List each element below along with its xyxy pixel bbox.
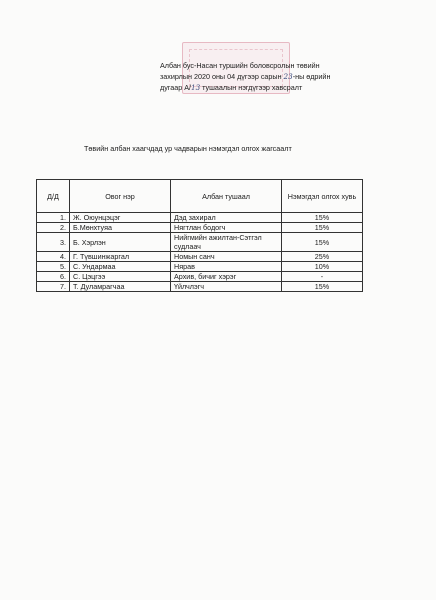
row-name: Т. Дуламрагчаа — [70, 282, 171, 292]
table-row — [37, 223, 363, 233]
table-header-row — [37, 180, 363, 213]
row-position: Үйлчлэгч — [171, 282, 282, 292]
row-percent: 10% — [282, 262, 363, 272]
row-percent: 15% — [282, 282, 363, 292]
row-num: 4. — [37, 252, 70, 262]
row-position: Нярав — [171, 262, 282, 272]
row-num: 6. — [37, 272, 70, 282]
row-percent: 15% — [282, 223, 363, 233]
list-title: Төвийн албан хаагчдад ур чадварын нэмэгдэл олгох жагсаалт — [84, 144, 292, 153]
header-line-2-start: захирлын 2020 оны 04 дүгээр сарын — [160, 72, 284, 81]
header-position: Албан тушаал — [171, 180, 282, 213]
header-line-1: Албан бус-Насан туршийн боловсролын төвийн — [160, 61, 320, 70]
row-num: 1. — [37, 213, 70, 223]
appendix-header — [160, 60, 390, 93]
row-name: Б. Хэрлэн — [70, 233, 171, 252]
header-percent: Нэмэгдэл олгох хувь — [282, 180, 363, 213]
header-line-3 — [160, 82, 390, 93]
row-position: Номын санч — [171, 252, 282, 262]
row-name: Ж. Оюунцэцэг — [70, 213, 171, 223]
row-position: Нягтлан бодогч — [171, 223, 282, 233]
row-position: Архив, бичиг хэрэг — [171, 272, 282, 282]
handwritten-order-number: 13 — [191, 83, 201, 92]
table-row — [37, 252, 363, 262]
header-line-3-start: дугаар А/ — [160, 83, 192, 92]
header-line-3-end: тушаалын нэгдүгээр хавсралт — [200, 83, 303, 92]
bonus-table — [36, 179, 363, 292]
row-percent: - — [282, 272, 363, 282]
row-position: Дэд захирал — [171, 213, 282, 223]
row-percent: 15% — [282, 233, 363, 252]
row-num: 7. — [37, 282, 70, 292]
table-row — [37, 262, 363, 272]
header-name: Овог нэр — [70, 180, 171, 213]
row-name: Г. Түвшинжаргал — [70, 252, 171, 262]
row-percent: 15% — [282, 213, 363, 223]
header-num: Д/Д — [37, 180, 70, 213]
row-percent: 25% — [282, 252, 363, 262]
row-num: 2. — [37, 223, 70, 233]
handwritten-day: 23 — [283, 72, 293, 81]
table-row — [37, 233, 363, 252]
row-name: С. Ундармаа — [70, 262, 171, 272]
table-row — [37, 272, 363, 282]
table-row — [37, 282, 363, 292]
row-position: Нийгмийн ажилтан-Сэтгэл судлаач — [171, 233, 282, 252]
header-line-2 — [160, 71, 390, 82]
row-num: 5. — [37, 262, 70, 272]
table-row — [37, 213, 363, 223]
row-name: Б.Мөнхтуяа — [70, 223, 171, 233]
header-line-2-end: -ны өдрийн — [292, 72, 331, 81]
row-num: 3. — [37, 233, 70, 252]
row-name: С. Цэцгээ — [70, 272, 171, 282]
